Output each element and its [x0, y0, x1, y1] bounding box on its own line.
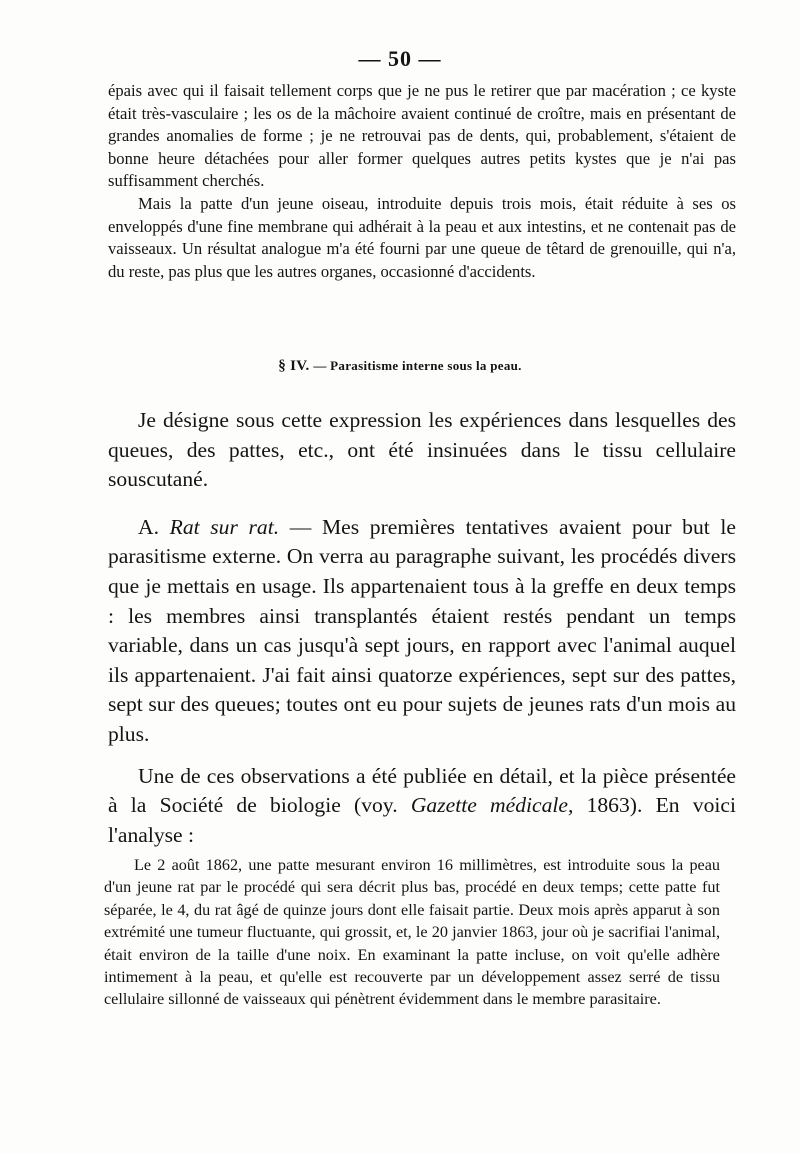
paragraph-observation: Une de ces observations a été publiée en détail, et la pièce présentée à la Société de biologie (voy. Gazette médicale, 1863). En voici l'analyse : — [108, 763, 736, 847]
paragraph-case-report: Le 2 août 1862, une patte mesurant environ 16 millimètres, est introduite sous la peau d'un jeune rat par le procédé qui sera décrit plus bas, procédé en deux temps; cette patte fut séparée, le 4, du rat âgé de quinze jours dont elle faisait partie. Deux mois après apparut à son extrémité une tumeur fluctuante, qui grossit, et, le 20 janvier 1863, jour où je sacrifiai l'animal, était environ de la taille d'une noix. En examinant la patte incluse, on voit qu'elle adhère intimement à la peau, et qu'elle est recouverte par un développement assez serré de tissu cellulaire sillonné de vaisseaux qui pénètrent évidemment dans le membre parasitaire. — [104, 856, 720, 1009]
paragraph-continuation: épais avec qui il faisait tellement corps que je ne pus le retirer que par macération ; ce kyste était très-vasculaire ; les os de la mâchoire avaient continué de croître, mais en présentant de grandes anomalies de forme ; je ne retrouvai pas de dents, qui, probablement, s'étaient de bonne heure détachées pour aller former quelques autres petits kystes que je n'ai pas suffisamment cherchés. — [108, 81, 736, 191]
journal-title: Gazette médicale, — [410, 793, 574, 818]
paragraph-definition: Je désigne sous cette expression les expériences dans lesquelles des queues, des pattes, etc., ont été insinuées dans le tissu cellulaire souscutané. — [108, 408, 736, 492]
case-report-block — [104, 854, 720, 1011]
paragraph-bird-leg: Mais la patte d'un jeune oiseau, introduite depuis trois mois, était réduite à ses os enveloppés d'une fine membrane qui adhérait à la peau et aux intestins, et ne contenait pas de vaisseaux. Un résultat analogue m'a été fourni par une queue de têtard de grenouille, qui n'a, du reste, pas plus que les autres organes, occasionné d'accidents. — [108, 193, 736, 281]
section-number: § IV. — [278, 358, 310, 374]
top-text-block — [108, 80, 736, 283]
section-heading — [0, 358, 800, 375]
section-title: — Parasitisme interne sous la peau. — [313, 358, 522, 373]
paragraph-rat-sur-rat — [108, 513, 736, 750]
subsection-text: — Mes premières tentatives avaient pour but le parasitisme externe. On verra au paragraphe suivant, les procédés divers que je mettais en usage. Ils appartenaient tous à la greffe en deux temps : les membres ainsi transplantés étaient restés pendant un temps variable, dans un cas jusqu'à sept jours, en rapport avec l'animal auquel ils appartenaient. J'ai fait ainsi quatorze expériences, sept sur des pattes, sept sur des queues; toutes ont eu pour sujets de jeunes rats d'un mois au plus. — [108, 514, 736, 746]
subsection-letter: A. — [138, 514, 170, 539]
subsection-title: Rat sur rat. — [169, 514, 280, 539]
main-text-block — [108, 406, 736, 850]
page-number: — 50 — — [358, 46, 442, 71]
